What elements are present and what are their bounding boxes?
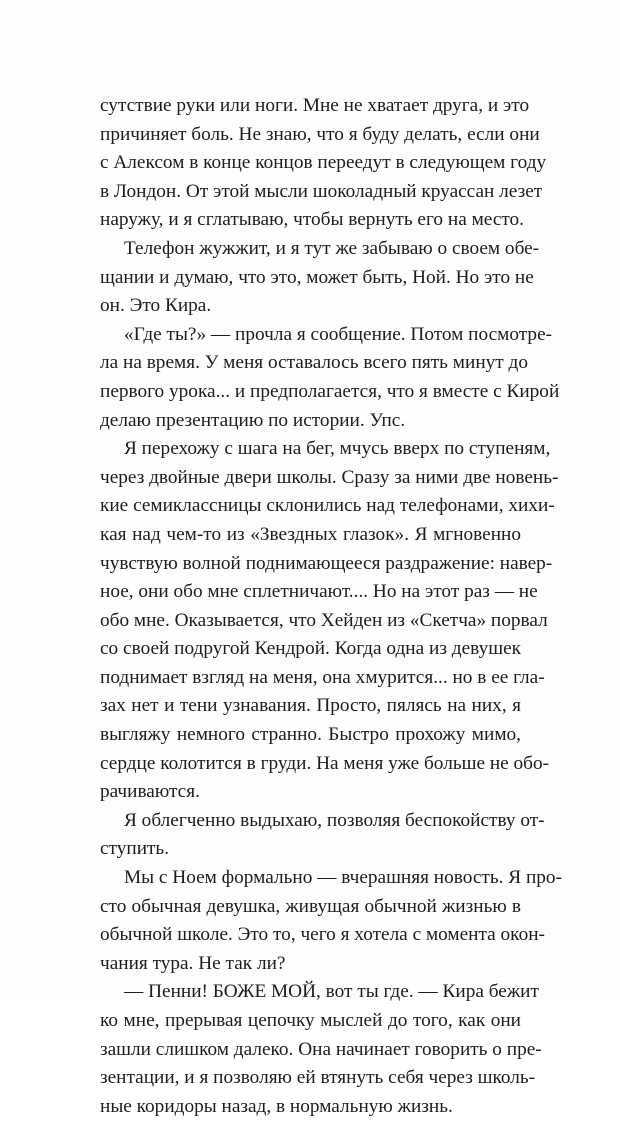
paragraph [100,435,559,807]
text-line: рачиваются. [100,781,200,803]
text-line: Я облегченно выдыхаю, позволяя беспокойству от- [124,809,545,831]
text-line: ступить. [100,838,170,860]
text-line: зах нет и тени узнавания. Просто, пялясь на них, я [100,695,521,717]
text-line: с Алексом в конце концов переедут в следующем году [100,152,547,174]
text-line: он. Это Кира. [100,295,212,317]
text-line: ные коридоры назад, в нормальную жизнь. [100,1095,453,1117]
text-line: первого урока... и предполагается, что я вместе с Кирой [100,380,560,402]
text-line: наружу, и я сглатываю, чтобы вернуть его на место. [100,209,525,231]
text-line: обычной школе. Это то, чего я хотела с момента окон- [100,924,545,946]
text-line: в Лондон. От этой мысли шоколадный круассан лезет [100,180,543,202]
text-line: сутствие руки или ноги. Мне не хватает друга, и это [100,95,530,116]
text-line: Мы с Ноем формально — вчерашняя новость. Я про- [124,867,562,889]
text-line: ла на время. У меня оставалось всего пять минут до [100,352,528,374]
page-text [100,92,562,1121]
text-line: ко мне, прерывая цепочку мыслей до того, как они [100,1010,521,1031]
text-line: обо мне. Оказывается, что Хейден из «Скетча» порвал [100,609,548,631]
text-line: сердце колотится в груди. На меня уже больше не обо- [100,752,550,774]
paragraph [100,864,562,978]
text-line: через двойные двери школы. Сразу за ними две новень- [100,466,559,488]
text-line: зентации, и я позволяю ей втянуть себя через школь- [100,1067,536,1089]
paragraph [100,321,560,435]
text-line: причиняет боль. Не знаю, что я буду делать, если они [100,123,540,145]
text-line: — Пенни! БОЖЕ МОЙ, вот ты где. — Кира бежит [124,981,539,1003]
paragraph [100,235,540,321]
text-line: выгляжу немного странно. Быстро прохожу мимо, [100,724,521,746]
text-line: ное, они обо мне сплетничают.... Но на этот раз — не [100,581,538,603]
text-line: Я перехожу с шага на бег, мчусь вверх по ступеням, [124,438,551,460]
paragraph [100,978,542,1121]
text-line: Телефон жужжит, и я тут же забываю о своем обе- [124,237,540,259]
text-line: чания тура. Не так ли? [100,952,286,974]
text-line: кая над чем-то из «Звездных глазок». Я мгновенно [100,523,521,545]
text-line: сто обычная девушка, живущая обычной жизнью в [100,895,521,917]
text-line: чувствую волной поднимающееся раздражение: навер- [100,552,553,574]
paragraph [100,807,545,864]
text-line: зашли слишком далеко. Она начинает говорить о пре- [100,1038,542,1060]
text-line: делаю презентацию по истории. Упс. [100,409,406,431]
text-line: «Где ты?» — прочла я сообщение. Потом посмотре- [124,323,553,345]
paragraph [100,92,547,235]
text-line: кие семиклассницы склонились над телефонами, хихи- [100,495,555,517]
text-line: поднимает взгляд на меня, она хмурится... но в ее гла- [100,666,545,688]
text-line: щании и думаю, что это, может быть, Ной. Но это не [100,266,534,288]
text-line: со своей подругой Кендрой. Когда одна из девушек [100,638,521,660]
